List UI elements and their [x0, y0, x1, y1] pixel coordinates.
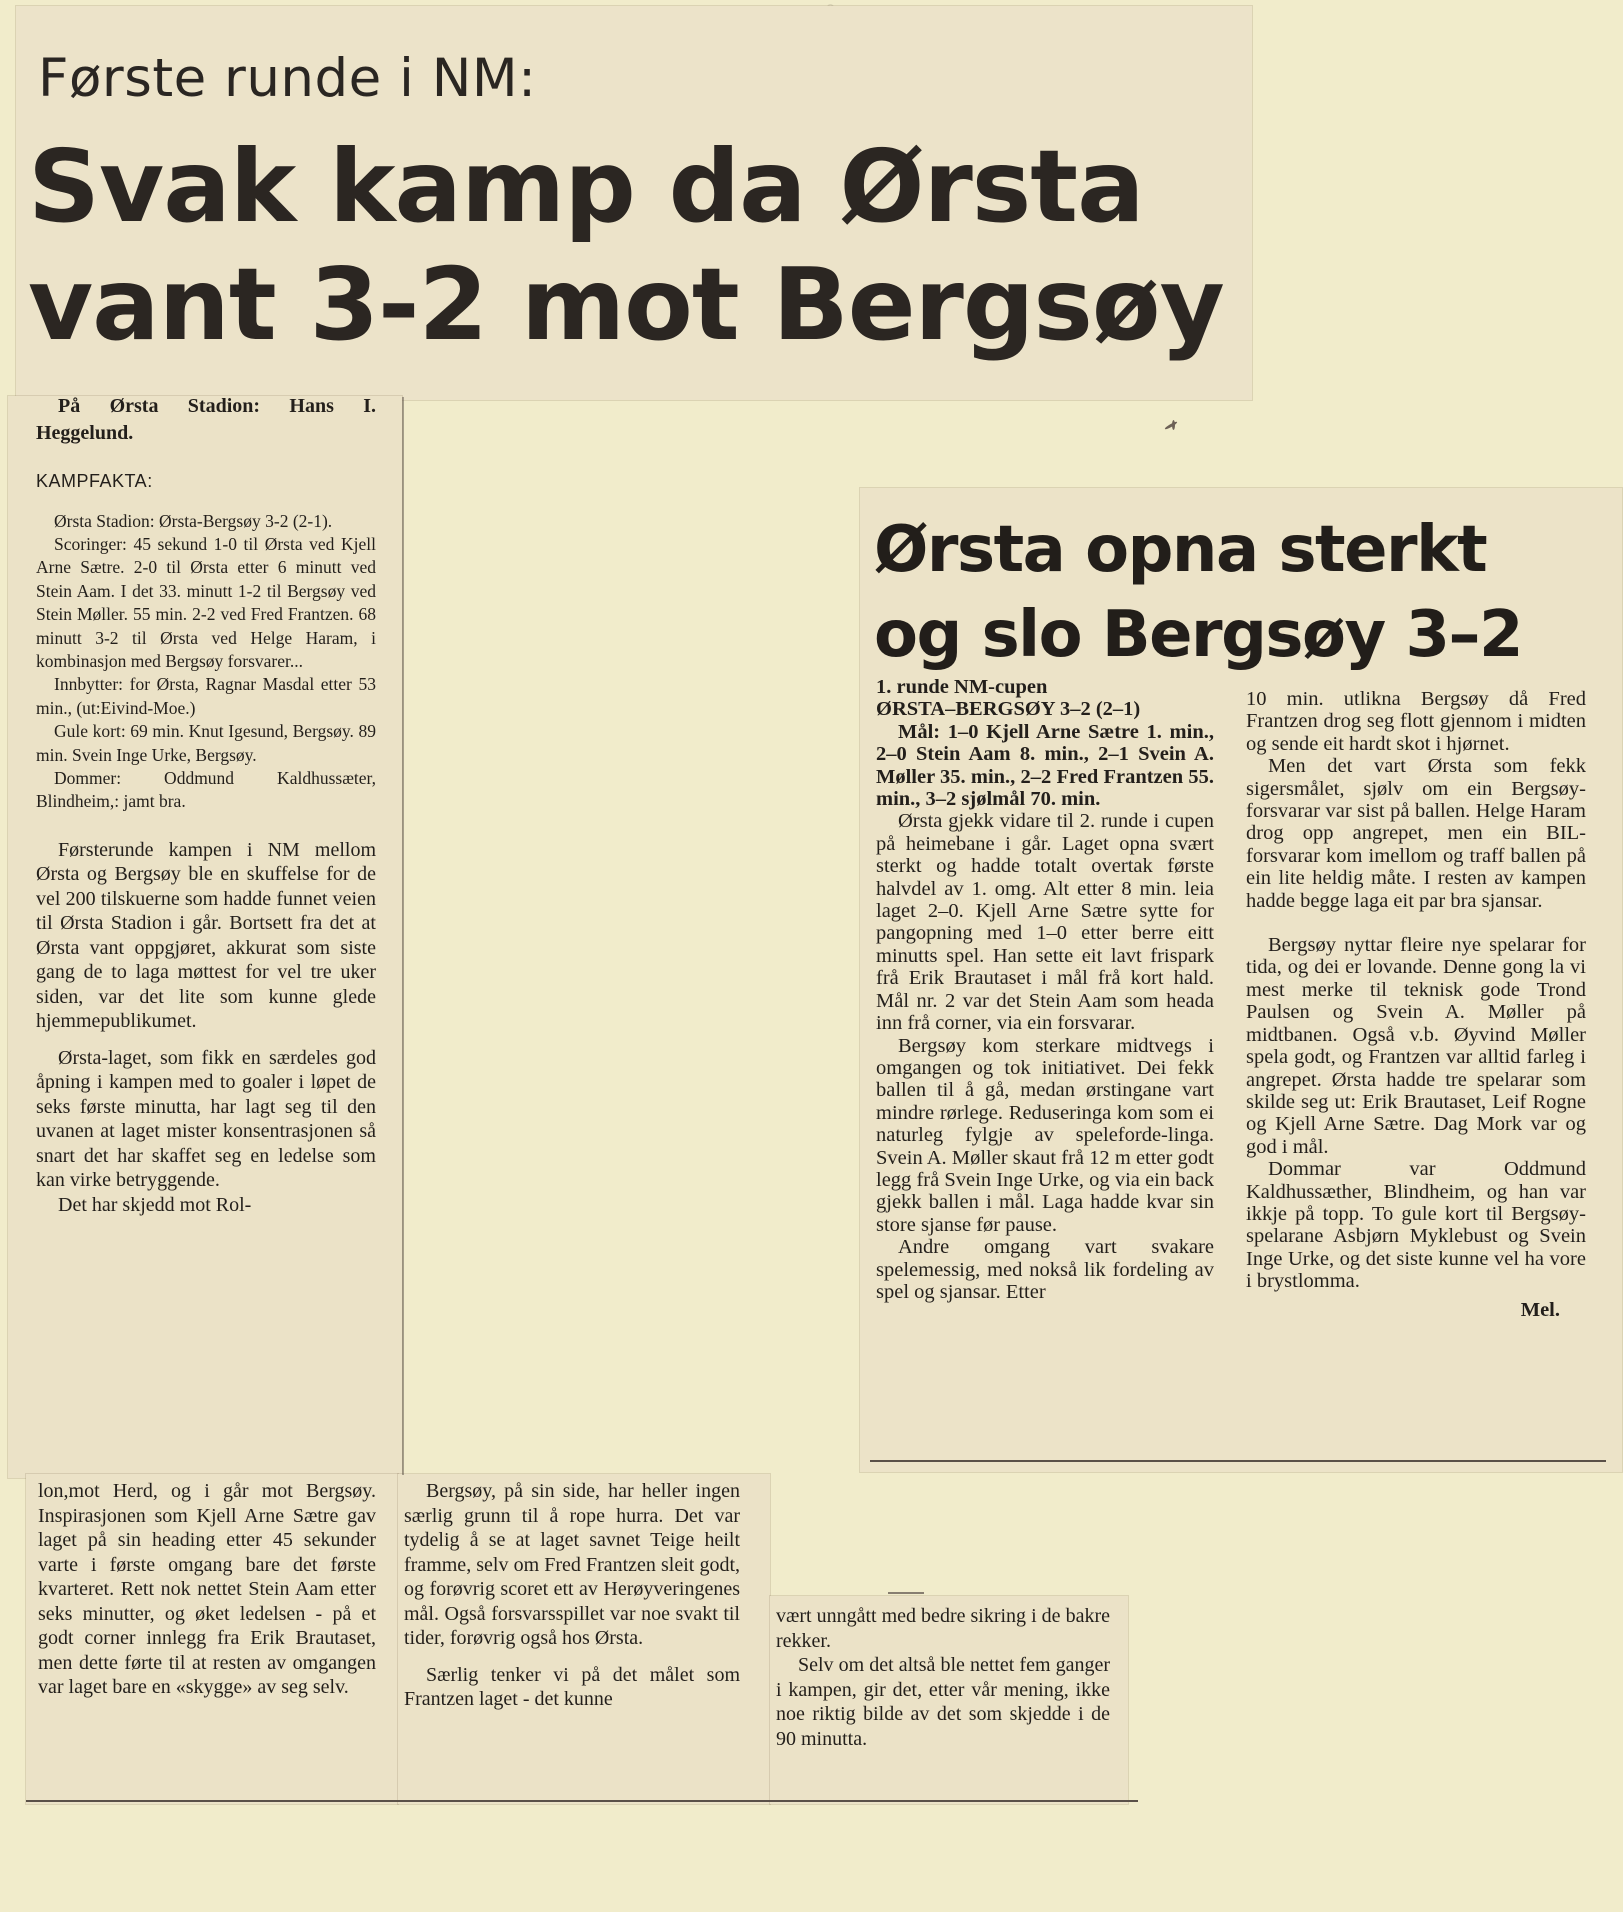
article-bottom-column-2 [404, 1479, 740, 1712]
dirt-mark [1164, 421, 1178, 431]
body-paragraph: lon,mot Herd, og i går mot Bergsøy. Inspirasjonen som Kjell Arne Sætre gav laget på sin heading etter 45 sekunder varte i første omgang bare det første kvarteret. Rett nok nettet Stein Aam etter seks minutter, og øket ledelsen - på et godt corner innlegg fra Erik Brautaset, men dette førte til at resten av omgangen var laget bare en «skygge» av seg selv. [38, 1480, 376, 1698]
second-article-goals: Mål: 1–0 Kjell Arne Sætre 1. min., 2–0 Stein Aam 8. min., 2–1 Svein A. Møller 35. min., 2–2 Fred Frantzen 55. min., 3–2 sjølmål 70. min. [876, 720, 1214, 811]
kampfakta-box [36, 510, 376, 814]
kampfakta-label: KAMPFAKTA: [36, 471, 153, 491]
second-article-column-2 [1246, 688, 1586, 1321]
article-kicker: Første runde i NM: [38, 48, 537, 109]
article-byline: På Ørsta Stadion: Hans I. Heggelund. [36, 395, 376, 444]
body-paragraph: Dommar var Oddmund Kaldhussæther, Blindheim, og han var ikkje på topp. To gule kort til Bergsøy-spelarane Asbjørn Myklebust og Svein Inge Urke, og det siste kunne vel ha vore i brystlomma. [1246, 1158, 1586, 1293]
second-article-score: ØRSTA–BERGSØY 3–2 (2–1) [876, 698, 1141, 721]
body-paragraph: Ørsta-laget, som fikk en særdeles god åpning i kampen med to goaler i løpet de seks første minutta, har lagt seg til den uvanen at laget mister konsentrasjonen så snart det har skaffet seg en ledelse som kan virke betryggende. [36, 1046, 376, 1192]
body-paragraph: Bergsøy kom sterkare midtvegs i omgangen og tok initiativet. Dei fekk ballen til å gå, medan ørstingane vart mindre rørlege. Reduseringa kom som ei naturleg fylgje av speleforde-linga. Svein A. Møller skaut frå 12 m etter godt legg frå Svein Inge Urke, og via ein back gjekk ballen i mål. Laga hadde kvar sin store sjanse før pause. [876, 1034, 1214, 1236]
second-headline-line-1: Ørsta opna sterkt [874, 513, 1487, 587]
headline-line-1: Svak kamp da Ørsta [28, 128, 1144, 245]
body-paragraph: Ørsta gjekk vidare til 2. runde i cupen på heimebane i går. Laget opna svært sterkt og hadde totalt overtak første halvdel av 1. omg. Alt etter 8 min. leia laget 2–0. Kjell Arne Sætre sytte for pangopning med 1–0 etter berre eitt minutts spel. Han sette eit lavt frispark frå Erik Brautaset i mål frå kort hald. Mål nr. 2 var det Stein Aam som heada inn frå corner, via ein forsvarar. [876, 810, 1214, 1035]
divider-rule [26, 1800, 1138, 1802]
divider-rule [888, 1592, 924, 1594]
body-paragraph: Det har skjedd mot Rol- [58, 1193, 252, 1216]
divider-rule [870, 1460, 1606, 1462]
body-paragraph: Selv om det altså ble nettet fem ganger i kampen, gir det, etter vår mening, ikke noe riktig bilde av det som skjedde i de 90 minutta. [776, 1654, 1110, 1750]
second-article-column-1 [876, 676, 1214, 1303]
fact-item: Gule kort: 69 min. Knut Igesund, Bergsøy. 89 min. Svein Inge Urke, Bergsøy. [36, 721, 376, 765]
fact-item: Dommer: Oddmund Kaldhussæter, Blindheim,: jamt bra. [36, 767, 376, 812]
body-paragraph: 10 min. utlikna Bergsøy då Fred Frantzen drog seg flott gjennom i midten og sende eit hardt skot i hjørnet. [1246, 688, 1586, 755]
article-bottom-column-3 [776, 1604, 1110, 1751]
dirt-mark [1172, 420, 1175, 430]
body-paragraph: Førsterunde kampen i NM mellom Ørsta og Bergsøy ble en skuffelse for de vel 200 tilskuerne som hadde funnet veien til Ørsta Stadion i går. Bortsett fra det at Ørsta vant oppgjøret, akkurat som siste gang de to laga møttest for vel tre uker siden, var det lite som kunne glede hjemmepublikumet. [36, 838, 376, 1033]
body-paragraph: Bergsøy nyttar fleire nye spelarar for tida, og dei er lovande. Denne gong la vi mest merke til teknisk gode Trond Paulsen og Svein A. Møller på midtbanen. Også v.b. Øyvind Møller spela godt, og Frantzen var alltid farleg i angrepet. Ørsta hadde tre spelarar som skilde seg ut: Erik Brautaset, Leif Rogne og Kjell Arne Sætre. Dag Mork var og god i mål. [1246, 934, 1586, 1158]
fact-item: Scoringer: 45 sekund 1-0 til Ørsta ved Kjell Arne Sætre. 2-0 til Ørsta etter 6 minutt ved Stein Aam. I det 33. minutt 1-2 til Bergsøy ved Stein Møller. 55 min. 2-2 ved Fred Frantzen. 68 minutt 3-2 til Ørsta ved Helge Haram, i kombinasjon med Bergsøy forsvarer... [36, 533, 376, 671]
second-article-subhead: 1. runde NM-cupen [876, 676, 1048, 698]
fact-item: Innbytter: for Ørsta, Ragnar Masdal etter 53 min., (ut:Eivind-Moe.) [36, 674, 376, 718]
second-article-headline [874, 508, 1522, 678]
headline-line-2: vant 3-2 mot Bergsøy [28, 246, 1224, 363]
divider-rule [402, 397, 404, 1475]
second-headline-line-2: og slo Bergsøy 3–2 [874, 598, 1523, 672]
article-headline [28, 128, 1224, 364]
article-bottom-column-1 [38, 1479, 376, 1700]
author-signature: Mel. [1520, 1298, 1560, 1321]
body-paragraph: Bergsøy, på sin side, har heller ingen særlig grunn til å rope hurra. Det var tydelig å se at laget savnet Teige heilt framme, selv om Fred Frantzen sleit godt, og forøvrig scoret ett av Herøyveringenes mål. Også forsvarsspillet var noe svakt til tider, forøvrig også hos Ørsta. [404, 1480, 740, 1649]
body-paragraph: Men det vart Ørsta som fekk sigersmålet, sjølv om ein Bergsøy-forsvarar var sist på ballen. Helge Haram drog opp angrepet, men ein BIL-forsvarar kom imellom og traff ballen på ein lite heldig måte. I resten av kampen hadde begge laga eit par bra sjansar. [1246, 755, 1586, 912]
article-left-column [36, 393, 376, 1217]
body-paragraph: Andre omgang vart svakare spelemessig, med nokså lik fordeling av spel og sjansar. Etter [876, 1236, 1214, 1303]
fact-item: Ørsta Stadion: Ørsta-Bergsøy 3-2 (2-1). [54, 510, 333, 531]
body-paragraph: vært unngått med bedre sikring i de bakre rekker. [776, 1605, 1110, 1652]
body-paragraph: Særlig tenker vi på det målet som Frantzen laget - det kunne [404, 1663, 740, 1710]
